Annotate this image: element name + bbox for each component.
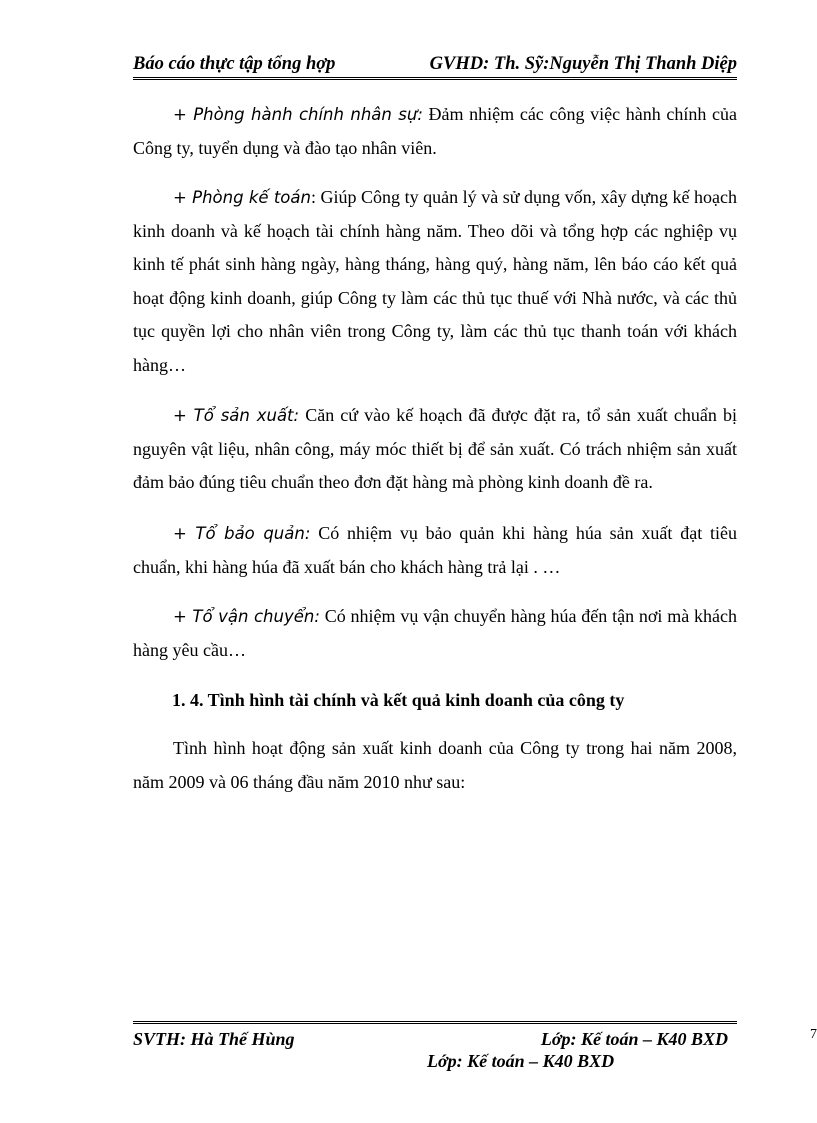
footer-class-repeat: Lớp: Kế toán – K40 BXD (427, 1051, 615, 1071)
paragraph (133, 517, 737, 584)
paragraph-accounting-department (133, 181, 737, 382)
paragraph-label: + Tổ vận chuyển: (173, 607, 320, 626)
paragraph-label: + Phòng hành chính nhân sự: (173, 105, 423, 124)
paragraph-production-team (133, 399, 737, 500)
paragraph-label: + Phòng kế toán (173, 188, 311, 207)
header-divider (133, 77, 737, 80)
paragraph-text: Có nhiệm vụ bảo quản khi hàng húa sản xuất đạt tiêu chuẩn, khi hàng húa đã xuất bán cho khách hàng trả lại . … (133, 523, 738, 577)
paragraph-transport-team (133, 600, 737, 667)
paragraph-text: Có nhiệm vụ vận chuyển hàng húa đến tận nơi mà khách hàng yêu cầu… (133, 606, 737, 660)
paragraph (133, 600, 737, 667)
header-supervisor: GVHD: Th. Sỹ:Nguyễn Thị Thanh Diệp (429, 54, 737, 74)
paragraph (133, 181, 737, 382)
footer-class: Lớp: Kế toán – K40 BXD (540, 1029, 728, 1049)
paragraph-text: Đảm nhiệm các công việc hành chính của Công ty, tuyển dụng và đào tạo nhân viên. (133, 104, 737, 158)
paragraph (133, 98, 737, 165)
section-heading: 1. 4. Tình hình tài chính và kết quả kinh doanh của công ty (172, 690, 625, 710)
paragraph-text: Căn cứ vào kế hoạch đã được đặt ra, tổ sản xuất chuẩn bị nguyên vật liệu, nhân công, máy móc thiết bị để sản xuất. Có trách nhiệm sản xuất đảm bảo đúng tiêu chuẩn theo đơn đặt hàng mà phòng kinh doanh đề ra. (133, 405, 738, 492)
footer-divider (133, 1021, 737, 1024)
page-header (133, 52, 737, 76)
paragraph: Tình hình hoạt động sản xuất kinh doanh của Công ty trong hai năm 2008, năm 2009 và 06 tháng đầu năm 2010 như sau: (133, 738, 737, 792)
paragraph-storage-team (133, 517, 737, 584)
footer-student: SVTH: Hà Thế Hùng (133, 1029, 295, 1049)
paragraph-label: + Tổ bảo quản: (173, 524, 311, 543)
paragraph-financial-situation (133, 732, 737, 799)
paragraph-label: + Tổ sản xuất: (173, 406, 300, 425)
paragraph-text: : Giúp Công ty quản lý và sử dụng vốn, xây dựng kế hoạch kinh doanh và kế hoạch tài chính hàng năm. Theo dõi và tổng hợp các nghiệp vụ kinh tế phát sinh hàng ngày, hàng tháng, hàng quý, hàng năm, lên báo cáo kết quả hoạt động kinh doanh, giúp Công ty làm các thủ tục thuế với Nhà nước, và các thủ tục quyền lợi cho nhân viên trong Công ty, làm các thủ tục thanh toán với khách hàng… (133, 187, 737, 375)
paragraph-hr-department (133, 98, 737, 165)
paragraph (133, 399, 737, 500)
page-number: 7 (810, 1027, 817, 1042)
header-report-title: Báo cáo thực tập tổng hợp (133, 54, 336, 74)
